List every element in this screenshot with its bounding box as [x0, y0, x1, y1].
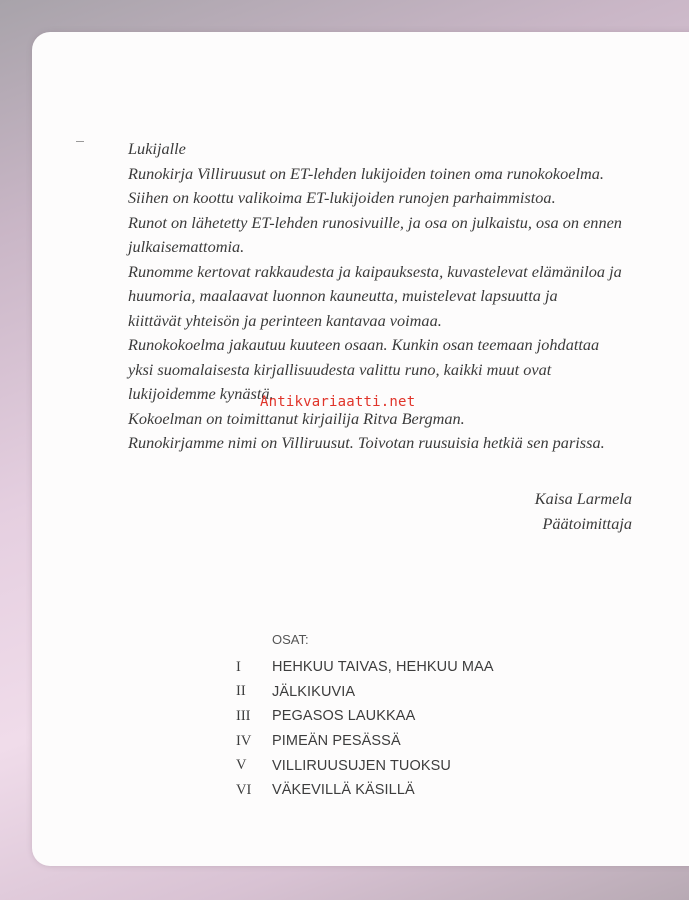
toc-row	[236, 778, 494, 803]
letter-line: julkaisemattomia.	[128, 237, 245, 256]
letter-line: Runomme kertovat rakkaudesta ja kaipauksesta, kuvastelevat elämäniloa ja	[128, 261, 622, 281]
part-title: PIMEÄN PESÄSSÄ	[272, 733, 401, 750]
part-numeral: VI	[236, 781, 252, 798]
part-numeral: I	[236, 658, 241, 675]
part-numeral: II	[236, 683, 246, 700]
toc-row	[236, 753, 494, 778]
part-numeral: V	[236, 757, 247, 774]
letter-line: yksi suomalaisesta kirjallisuudesta valittu runo, kaikki muut ovat	[128, 359, 552, 379]
signature	[535, 486, 632, 536]
toc-row	[236, 680, 494, 705]
letter-greeting: Lukijalle	[128, 139, 186, 158]
toc-heading: OSAT:	[272, 632, 309, 647]
letter-line: Siihen on koottu valikoima ET-lukijoiden runojen parhaimmistoa.	[128, 188, 556, 207]
part-numeral: III	[236, 707, 251, 724]
part-title: JÄLKIKUVIA	[272, 683, 356, 700]
letter-line: Runokokoelma jakautuu kuuteen osaan. Kunkin osan teemaan johdattaa	[128, 335, 600, 354]
watermark: Antikvariaatti.net	[260, 394, 416, 410]
letter-line: kiittävät yhteisön ja perinteen kantavaa voimaa.	[128, 310, 442, 330]
part-title: PEGASOS LAUKKAA	[272, 708, 416, 725]
letter-line: lukijoidemme kynästä.	[128, 384, 274, 403]
part-title: HEHKUU TAIVAS, HEHKUU MAA	[272, 659, 494, 676]
toc-row	[236, 704, 494, 729]
letter-line: huumoria, maalaavat luonnon kauneutta, muistelevat lapsuutta ja	[128, 286, 558, 305]
margin-mark	[76, 141, 84, 142]
toc-row	[236, 729, 494, 754]
part-title: VÄKEVILLÄ KÄSILLÄ	[272, 782, 415, 799]
signature-title: Päätoimittaja	[542, 514, 632, 533]
toc-row	[236, 655, 494, 680]
letter-line: Runokirja Villiruusut on ET-lehden lukijoiden toinen oma runokokoelma.	[128, 163, 605, 183]
letter-line: Runot on lähetetty ET-lehden runosivuille, ja osa on julkaistu, osa on ennen	[128, 212, 622, 232]
part-title: VILLIRUUSUJEN TUOKSU	[272, 757, 451, 774]
part-numeral: IV	[236, 732, 252, 749]
letter-line: Kokoelman on toimittanut kirjailija Ritva Bergman.	[128, 408, 465, 428]
table-of-contents	[236, 655, 494, 803]
letter-line: Runokirjamme nimi on Villiruusut. Toivotan ruusuisia hetkiä sen parissa.	[128, 433, 605, 452]
signature-name: Kaisa Larmela	[534, 489, 632, 508]
